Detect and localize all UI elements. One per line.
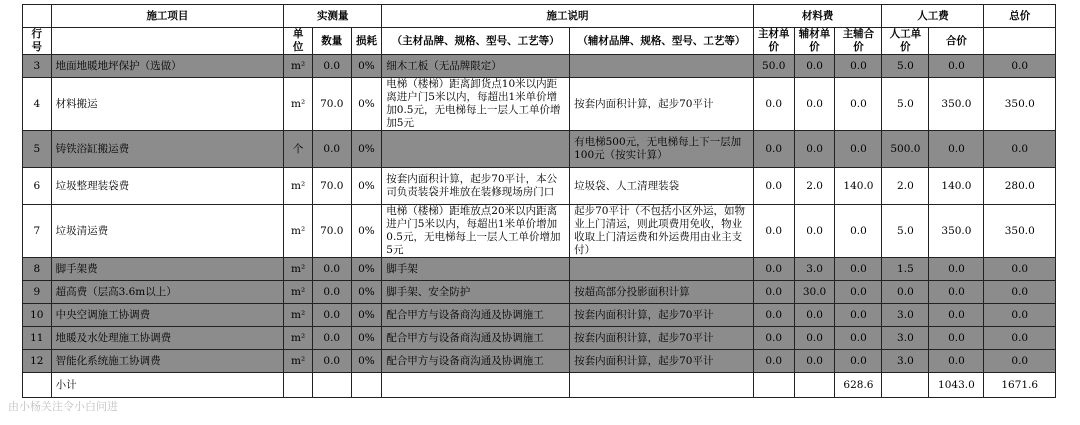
row-main-total: 0.0 (835, 258, 882, 281)
row-labor-total: 350.0 (929, 205, 984, 258)
row-labor-price: 1.5 (882, 258, 929, 281)
row-labor-price: 3.0 (882, 350, 929, 373)
row-labor-price: 3.0 (882, 327, 929, 350)
table-row (23, 350, 1056, 373)
row-loss: 0% (351, 327, 382, 350)
table-row (23, 304, 1056, 327)
row-unit: m² (284, 350, 313, 373)
row-total: 350.0 (984, 78, 1056, 131)
col-qty: 数量 (312, 28, 351, 55)
col-unit: 单位 (284, 28, 313, 55)
row-labor-total: 0.0 (929, 281, 984, 304)
subtotal-labor-total: 1043.0 (929, 373, 984, 398)
col-labor-price: 人工单价 (882, 28, 929, 55)
row-main-desc: 配合甲方与设备商沟通及协调施工 (382, 327, 570, 350)
row-aux-desc: 按套内面积计算，起步70平计 (570, 327, 754, 350)
row-main-price: 0.0 (753, 258, 794, 281)
row-total: 0.0 (984, 281, 1056, 304)
row-total: 0.0 (984, 55, 1056, 78)
row-loss: 0% (351, 55, 382, 78)
table-row (23, 327, 1056, 350)
row-name: 脚手架费 (51, 258, 284, 281)
row-total: 0.0 (984, 350, 1056, 373)
row-main-price: 50.0 (753, 55, 794, 78)
row-loss: 0% (351, 350, 382, 373)
row-labor-price: 500.0 (882, 131, 929, 168)
header-labor: 人工费 (882, 5, 984, 28)
row-no: 5 (23, 131, 52, 168)
table-row (23, 55, 1056, 78)
row-main-desc: 按套内面积计算，起步70平计，本公司负责装袋并堆放在装修现场房门口 (382, 168, 570, 205)
row-labor-price: 5.0 (882, 205, 929, 258)
row-qty: 0.0 (312, 327, 351, 350)
header-item: 施工项目 (51, 5, 284, 28)
subtotal-main-total: 628.6 (835, 373, 882, 398)
row-main-desc: 电梯（楼梯）距堆放点20米以内距离进户门5米以内，每超出1米单价增加0.5元，无电梯每上一层人工单价增加5元 (382, 205, 570, 258)
row-main-desc (382, 131, 570, 168)
header-blank (23, 5, 52, 28)
row-main-price: 0.0 (753, 205, 794, 258)
row-main-total: 0.0 (835, 55, 882, 78)
subtotal-label: 小计 (51, 373, 284, 398)
row-labor-total: 0.0 (929, 327, 984, 350)
row-loss: 0% (351, 131, 382, 168)
row-name: 垃圾整理装袋费 (51, 168, 284, 205)
row-name: 地面地暖地坪保护（选做） (51, 55, 284, 78)
row-aux-desc (570, 55, 754, 78)
row-aux-desc: 有电梯500元，无电梯每上下一层加100元（按实计算） (570, 131, 754, 168)
header-group-row (23, 5, 1056, 28)
row-aux-desc: 按套内面积计算，起步70平计 (570, 350, 754, 373)
row-labor-price: 0.0 (882, 281, 929, 304)
row-main-price: 0.0 (753, 304, 794, 327)
col-aux-price: 辅材单价 (794, 28, 835, 55)
row-aux-price: 0.0 (794, 205, 835, 258)
row-aux-desc: 按超高部分投影面积计算 (570, 281, 754, 304)
row-qty: 0.0 (312, 258, 351, 281)
row-labor-total: 0.0 (929, 258, 984, 281)
row-total: 0.0 (984, 304, 1056, 327)
col-loss: 损耗 (351, 28, 382, 55)
row-main-total: 0.0 (835, 281, 882, 304)
row-labor-price: 5.0 (882, 55, 929, 78)
row-labor-total: 0.0 (929, 304, 984, 327)
row-aux-desc: 按套内面积计算，起步70平计 (570, 304, 754, 327)
row-main-price: 0.0 (753, 350, 794, 373)
col-aux-desc: （辅材品牌、规格、型号、工艺等） (570, 28, 754, 55)
header-total: 总价 (984, 5, 1056, 28)
row-main-total: 0.0 (835, 327, 882, 350)
row-main-total: 0.0 (835, 78, 882, 131)
row-main-desc: 配合甲方与设备商沟通及协调施工 (382, 350, 570, 373)
row-no: 10 (23, 304, 52, 327)
row-unit: m² (284, 78, 313, 131)
table-row (23, 78, 1056, 131)
row-main-price: 0.0 (753, 168, 794, 205)
row-aux-price: 0.0 (794, 350, 835, 373)
subtotal-total: 1671.6 (984, 373, 1056, 398)
table-row (23, 281, 1056, 304)
row-name: 铸铁浴缸搬运费 (51, 131, 284, 168)
row-unit: m² (284, 258, 313, 281)
row-main-desc: 脚手架 (382, 258, 570, 281)
row-main-price: 0.0 (753, 281, 794, 304)
header-material: 材料费 (753, 5, 882, 28)
row-main-total: 0.0 (835, 304, 882, 327)
row-aux-price: 0.0 (794, 55, 835, 78)
row-labor-total: 0.0 (929, 350, 984, 373)
row-labor-total: 0.0 (929, 55, 984, 78)
quote-table (22, 4, 1056, 398)
row-aux-price: 0.0 (794, 304, 835, 327)
row-no: 11 (23, 327, 52, 350)
row-name: 超高费（层高3.6m以上） (51, 281, 284, 304)
row-main-total: 0.0 (835, 131, 882, 168)
row-qty: 0.0 (312, 131, 351, 168)
row-main-total: 140.0 (835, 168, 882, 205)
row-qty: 0.0 (312, 350, 351, 373)
row-unit: m² (284, 281, 313, 304)
row-labor-price: 3.0 (882, 304, 929, 327)
row-qty: 0.0 (312, 55, 351, 78)
row-aux-desc: 起步70平计（不包括小区外运，如物业上门清运，则此项费用免收，物业收取上门清运费和外运费用由业主支付） (570, 205, 754, 258)
row-total: 0.0 (984, 327, 1056, 350)
row-aux-desc (570, 258, 754, 281)
header-measure: 实测量 (284, 5, 382, 28)
row-no: 4 (23, 78, 52, 131)
row-unit: 个 (284, 131, 313, 168)
row-unit: m² (284, 304, 313, 327)
row-loss: 0% (351, 205, 382, 258)
row-main-price: 0.0 (753, 78, 794, 131)
row-no: 7 (23, 205, 52, 258)
col-no: 行号 (23, 28, 52, 55)
row-main-desc: 细木工板（无品牌限定） (382, 55, 570, 78)
row-labor-total: 350.0 (929, 78, 984, 131)
col-main-total: 主辅合价 (835, 28, 882, 55)
row-loss: 0% (351, 258, 382, 281)
row-main-total: 0.0 (835, 350, 882, 373)
row-no: 3 (23, 55, 52, 78)
row-aux-price: 30.0 (794, 281, 835, 304)
row-aux-price: 0.0 (794, 327, 835, 350)
col-name (51, 28, 284, 55)
row-labor-price: 5.0 (882, 78, 929, 131)
row-total: 350.0 (984, 205, 1056, 258)
row-no: 12 (23, 350, 52, 373)
row-aux-price: 0.0 (794, 131, 835, 168)
row-total: 0.0 (984, 258, 1056, 281)
col-total (984, 28, 1056, 55)
row-name: 中央空调施工协调费 (51, 304, 284, 327)
col-main-desc: （主材品牌、规格、型号、工艺等） (382, 28, 570, 55)
table-row (23, 258, 1056, 281)
col-main-price: 主材单价 (753, 28, 794, 55)
row-no: 6 (23, 168, 52, 205)
row-total: 280.0 (984, 168, 1056, 205)
row-labor-total: 0.0 (929, 131, 984, 168)
row-aux-desc: 按套内面积计算，起步70平计 (570, 78, 754, 131)
row-name: 垃圾清运费 (51, 205, 284, 258)
table-row (23, 205, 1056, 258)
col-labor-total: 合价 (929, 28, 984, 55)
row-qty: 0.0 (312, 281, 351, 304)
row-qty: 70.0 (312, 78, 351, 131)
row-qty: 0.0 (312, 304, 351, 327)
row-main-desc: 电梯（楼梯）距离卸货点10米以内距离进户门5米以内，每超出1米单价增加0.5元，无电梯每上一层人工单价增加5元 (382, 78, 570, 131)
row-loss: 0% (351, 281, 382, 304)
table-body (23, 55, 1056, 373)
row-aux-price: 3.0 (794, 258, 835, 281)
row-labor-total: 140.0 (929, 168, 984, 205)
subtotal-no (23, 373, 52, 398)
watermark: 由小杨关注令小白问进 (8, 400, 118, 413)
row-qty: 70.0 (312, 205, 351, 258)
row-main-desc: 脚手架、安全防护 (382, 281, 570, 304)
subtotal-row (23, 373, 1056, 398)
row-name: 地暖及水处理施工协调费 (51, 327, 284, 350)
row-main-desc: 配合甲方与设备商沟通及协调施工 (382, 304, 570, 327)
row-qty: 70.0 (312, 168, 351, 205)
row-main-total: 0.0 (835, 205, 882, 258)
row-unit: m² (284, 205, 313, 258)
row-loss: 0% (351, 78, 382, 131)
row-labor-price: 2.0 (882, 168, 929, 205)
row-aux-desc: 垃圾袋、人工清理装袋 (570, 168, 754, 205)
header-desc: 施工说明 (382, 5, 754, 28)
header-col-row (23, 28, 1056, 55)
row-unit: m² (284, 327, 313, 350)
row-aux-price: 2.0 (794, 168, 835, 205)
row-total: 0.0 (984, 131, 1056, 168)
row-aux-price: 0.0 (794, 78, 835, 131)
row-no: 8 (23, 258, 52, 281)
row-no: 9 (23, 281, 52, 304)
row-loss: 0% (351, 304, 382, 327)
table-row (23, 131, 1056, 168)
row-loss: 0% (351, 168, 382, 205)
row-unit: m² (284, 168, 313, 205)
row-main-price: 0.0 (753, 131, 794, 168)
row-name: 智能化系统施工协调费 (51, 350, 284, 373)
row-unit: m² (284, 55, 313, 78)
row-main-price: 0.0 (753, 327, 794, 350)
table-row (23, 168, 1056, 205)
row-name: 材料搬运 (51, 78, 284, 131)
